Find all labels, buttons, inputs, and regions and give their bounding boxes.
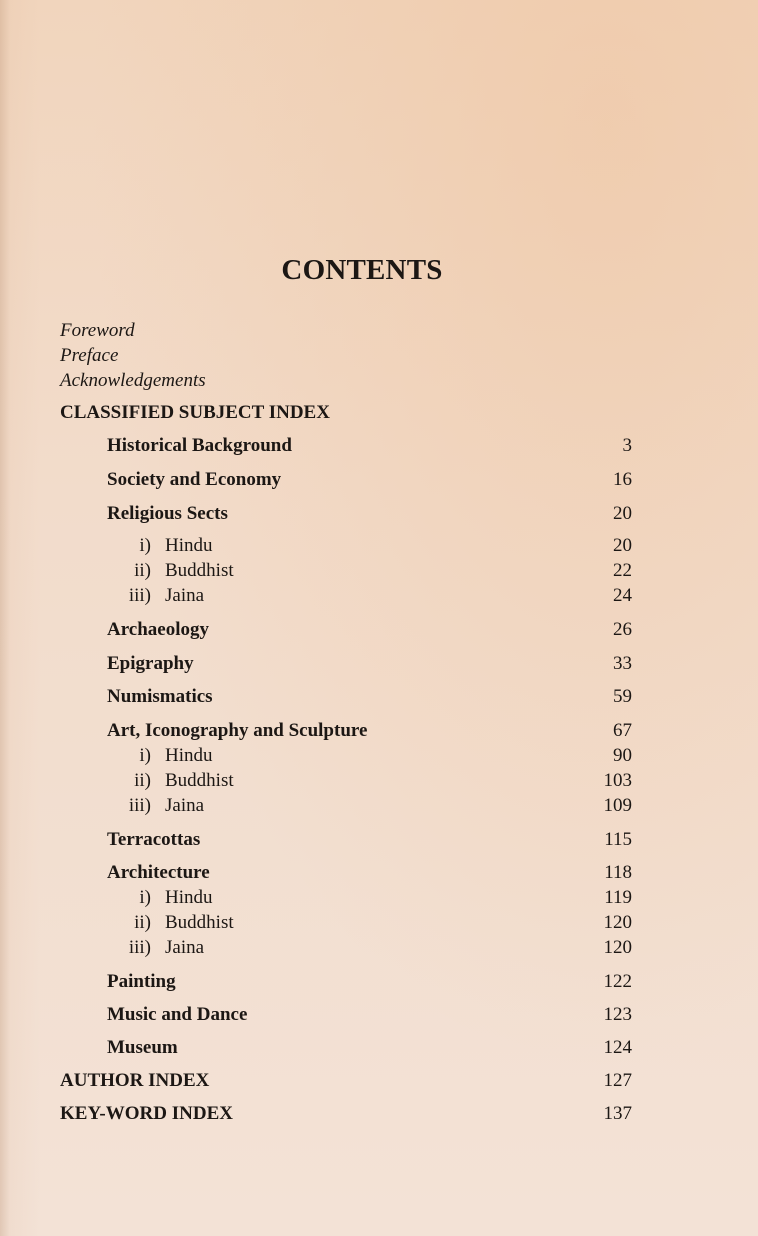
toc-subentry-art-buddhist	[0, 770, 758, 794]
toc-page-number: 137	[603, 1103, 632, 1124]
front-matter-list	[60, 318, 206, 393]
toc-entry-label: Buddhist	[165, 770, 234, 791]
front-matter-item-foreword: Foreword	[60, 320, 135, 341]
toc-page-number: 118	[604, 862, 632, 883]
toc-page-number: 16	[613, 469, 632, 490]
toc-entry-label: Painting	[107, 971, 176, 992]
toc-entry-label: Jaina	[165, 795, 205, 816]
toc-page-number: 20	[613, 503, 632, 524]
toc-entry-label: Museum	[107, 1037, 178, 1058]
toc-page-number: 120	[603, 937, 632, 958]
toc-entry-author-index	[0, 1070, 758, 1094]
toc-page-number: 122	[603, 971, 632, 992]
toc-page-number: 33	[613, 653, 632, 674]
toc-subentry-numeral: iii)	[128, 585, 151, 606]
toc-page-number: 59	[613, 686, 632, 707]
toc-subentry-numeral: ii)	[134, 912, 151, 933]
toc-subentry-numeral: i)	[139, 887, 151, 908]
toc-subentry-religious-buddhist	[0, 560, 758, 584]
toc-subentry-numeral: i)	[139, 745, 151, 766]
toc-entry-label: Art, Iconography and Sculpture	[107, 720, 368, 741]
toc-page-number: 115	[604, 829, 632, 850]
toc-subentry-architecture-jaina	[0, 937, 758, 961]
toc-entry-label: Religious Sects	[107, 503, 228, 524]
toc-entry-historical-background	[0, 435, 758, 459]
toc-entry-label: Archaeology	[107, 619, 210, 640]
toc-page-number: 22	[613, 560, 632, 581]
toc-entry-terracottas	[0, 829, 758, 853]
toc-entry-label: Epigraphy	[107, 653, 194, 674]
toc-subentry-architecture-buddhist	[0, 912, 758, 936]
toc-entry-religious-sects	[0, 503, 758, 527]
toc-page-number: 26	[613, 619, 632, 640]
toc-entry-label: KEY-WORD INDEX	[60, 1103, 233, 1124]
front-matter-item-acknowledgements: Acknowledgements	[60, 370, 206, 391]
toc-page-number: 20	[613, 535, 632, 556]
toc-entry-label: Terracottas	[107, 829, 201, 850]
toc-entry-epigraphy	[0, 653, 758, 677]
toc-entry-painting	[0, 971, 758, 995]
toc-entry-music-dance	[0, 1004, 758, 1028]
toc-entry-label: Historical Background	[107, 435, 292, 456]
toc-entry-label: Jaina	[165, 585, 205, 606]
toc-entry-label: Hindu	[165, 535, 213, 556]
toc-page-number: 90	[613, 745, 632, 766]
toc-subentry-religious-hindu	[0, 535, 758, 559]
toc-page-number: 3	[622, 435, 632, 456]
toc-subentry-religious-jaina	[0, 585, 758, 609]
toc-entry-label: AUTHOR INDEX	[60, 1070, 210, 1091]
toc-subentry-art-jaina	[0, 795, 758, 819]
toc-page-number: 123	[603, 1004, 632, 1025]
toc-entry-label: Buddhist	[165, 560, 234, 581]
toc-subentry-numeral: iii)	[128, 937, 151, 958]
toc-subentry-numeral: ii)	[134, 770, 151, 791]
toc-entry-label: Hindu	[165, 745, 213, 766]
toc-entry-label: Music and Dance	[107, 1004, 248, 1025]
toc-entry-label: Hindu	[165, 887, 213, 908]
toc-subentry-numeral: ii)	[134, 560, 151, 581]
toc-entry-label: Architecture	[107, 862, 210, 883]
toc-entry-key-word-index	[0, 1103, 758, 1127]
toc-page-number: 109	[603, 795, 632, 816]
page-title: CONTENTS	[281, 254, 443, 286]
toc-page-number: 24	[613, 585, 632, 606]
toc-page-number: 103	[603, 770, 632, 791]
front-matter-item-preface: Preface	[60, 345, 119, 366]
toc-entry-architecture	[0, 862, 758, 886]
toc-entry-museum	[0, 1037, 758, 1061]
toc-page-number: 67	[613, 720, 632, 741]
toc-entry-art-iconography-sculpture	[0, 720, 758, 744]
toc-entry-society-economy	[0, 469, 758, 493]
toc-entry-label: Jaina	[165, 937, 205, 958]
toc-page-number: 119	[604, 887, 632, 908]
toc-subentry-art-hindu	[0, 745, 758, 769]
toc-page-number: 124	[603, 1037, 632, 1058]
toc-entry-archaeology	[0, 619, 758, 643]
toc-page-number: 120	[603, 912, 632, 933]
toc-entry-label: Numismatics	[107, 686, 213, 707]
toc-entry-classified-subject-index	[0, 402, 758, 426]
toc-subentry-architecture-hindu	[0, 887, 758, 911]
toc-entry-numismatics	[0, 686, 758, 710]
toc-entry-label: CLASSIFIED SUBJECT INDEX	[60, 402, 330, 423]
toc-entry-label: Buddhist	[165, 912, 234, 933]
toc-subentry-numeral: i)	[139, 535, 151, 556]
toc-page-number: 127	[603, 1070, 632, 1091]
toc-entry-label: Society and Economy	[107, 469, 282, 490]
toc-subentry-numeral: iii)	[128, 795, 151, 816]
